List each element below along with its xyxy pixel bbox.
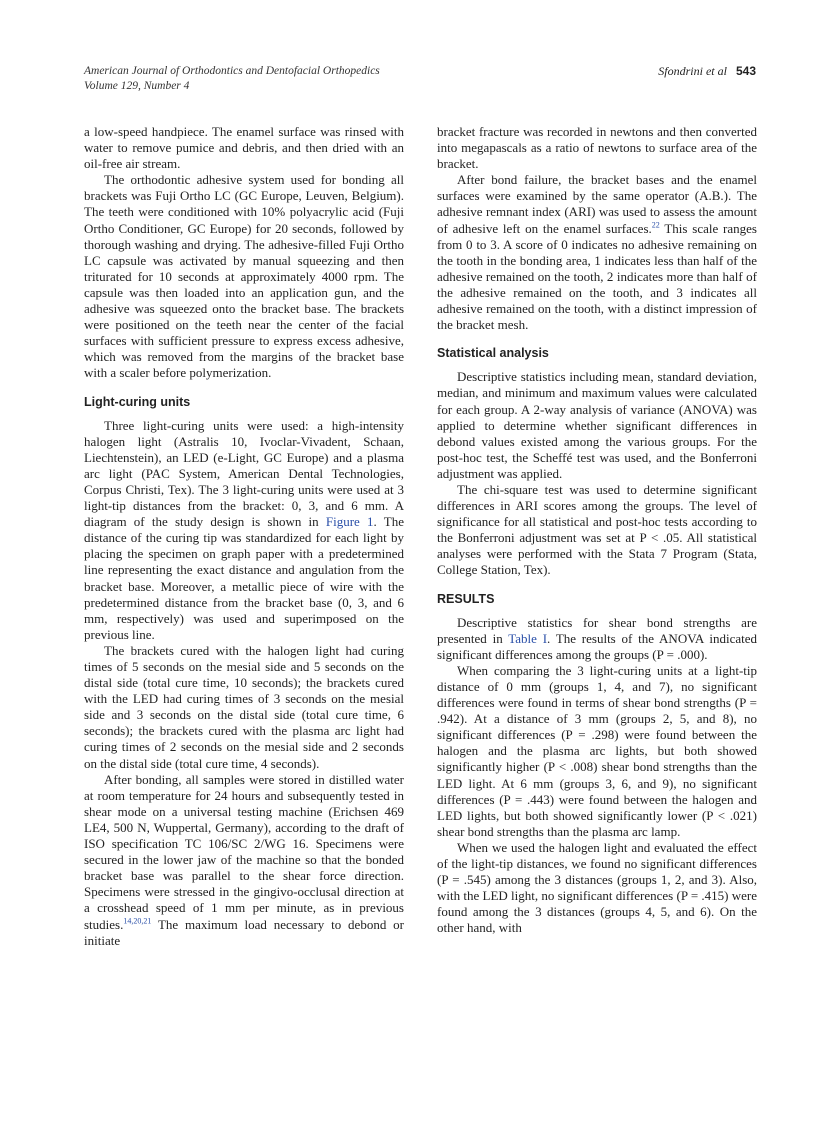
paragraph [84,418,404,643]
paragraph: The orthodontic adhesive system used for bonding all brackets was Fuji Ortho LC (GC Europe, Leuven, Belgium). The teeth were conditioned with 10% polyacrylic acid (Fuji Ortho Conditioner, GC Europe) for 20 seconds, followed by thorough washing and drying. The adhesive-filled Fuji Ortho LC capsule was activated by manual squeezing and then triturated for 10 seconds at approximately 4000 rpm. The capsule was then loaded into an application gun, and the adhesive was squeezed onto the bracket base. The brackets were positioned on the teeth near the center of the facial surfaces with sufficient pressure to express excess adhesive, which was removed from the margins of the bracket base with a scaler before polymerization. [84,172,404,381]
text: . The results of the ANOVA indicated significant differences among the groups (P = .000). [437,630,758,662]
figure-link[interactable]: Figure 1 [325,514,374,530]
section-heading-statistical-analysis: Statistical analysis [437,346,549,361]
journal-volume: Volume 129, Number 4 [84,80,190,92]
journal-name: American Journal of Orthodontics and Dentofacial Orthopedics [84,65,380,77]
reference-link[interactable]: 22 [651,220,660,230]
text: Three light-curing units were used: a high-intensity halogen light (Astralis 10, Ivoclar-Vivadent, Schaan, Liechtenstein), an LED (e-Light, GC Europe) and a plasma arc light (PAC System, American Dental Technologies, Corpus Christi, Tex). The 3 light-curing units were used at 3 light-tip distances from the bracket: 0, 3, and 6 mm. A diagram of the study design is shown in [84,417,404,530]
paragraph [437,615,757,663]
text: Descriptive statistics for shear bond strengths are presented in [437,614,757,646]
right-column [437,124,757,937]
text: After bond failure, the bracket bases and the enamel surfaces were examined by the same operator (A.B.). The adhesive remnant index (ARI) was used to assess the amount of adhesive left on the enamel surfaces. [437,172,757,236]
paragraph: When comparing the 3 light-curing units at a light-tip distance of 0 mm (groups 1, 4, and 7), no significant differences were found in terms of shear bond strengths (P = .942). At a distance of 3 mm (groups 2, 5, and 8), no significant differences (P = .298) were found between the halogen and the plasma arc lights, but both showed significantly higher (P < .008) shear bond strengths than the LED light. At 6 mm (groups 3, 6, and 9), no significant differences (P = .443) were found between the halogen and LED lights, but both showed significantly lower (P < .021) shear bond strengths than the plasma arc lamp. [437,662,757,839]
paragraph [84,772,404,949]
header-right [658,64,756,79]
text: . The distance of the curing tip was standardized for each light by placing the specimen on graph paper with a predetermined line representing the exact distance and angulation from the bracket base. Moreover, a metallic piece of wire with the predetermined distance from the bracket base (0, 3, and 6 mm, respectively) was used and superimposed on the previous line. [84,514,404,642]
reference-link[interactable]: 14,20,21 [123,916,152,926]
paragraph: The chi-square test was used to determine significant differences in ARI scores among the groups. The level of significance for all statistical and post-hoc tests according to the Bonferroni adjustment was set at P < .05. All statistical analyses were performed with the Stata 7 Program (Stata, College Station, Tex). [437,481,757,578]
paragraph: When we used the halogen light and evaluated the effect of the light-tip distances, we found no significant differences (P = .545) among the 3 distances (groups 1, 2, and 3). Also, with the LED light, no significant differences (P = .415) were found among the 3 distances (groups 4, 5, and 6). On the other hand, with [437,839,757,936]
text: After bonding, all samples were stored in distilled water at room temperature for 24 hours and subsequently tested in shear mode on a universal testing machine (Erichsen 469 LE4, 500 N, Wuppertal, Germany), according to the draft of ISO specification TC 106/SC 2/WG 16. Specimens were secured in the lower jaw of the machine so that the bonded bracket base was parallel to the shear force direction. Specimens were stressed in the gingivo-occlusal direction at a crosshead speed of 1 mm per minute, as in previous studies. [84,771,404,932]
running-header [84,64,756,94]
paragraph [437,172,757,333]
paragraph: a low-speed handpiece. The enamel surface was rinsed with water to remove pumice and debris, and then dried with an oil-free air stream. [84,124,404,172]
section-heading-light-curing: Light-curing units [84,394,191,409]
left-column [84,124,404,949]
paragraph: Descriptive statistics including mean, standard deviation, median, and minimum and maximum values were calculated for each group. A 2-way analysis of variance (ANOVA) was applied to determine whether significant differences in debond values existed among the various groups. For the post-hoc test, the Scheffé test was used, and the Bonferroni adjustment was applied. [437,369,757,481]
text: The maximum load necessary to debond or initiate [84,916,404,948]
page-number: 543 [735,64,756,78]
running-authors: Sfondrini et al [658,64,727,78]
paragraph: The brackets cured with the halogen light had curing times of 5 seconds on the mesial side and 5 seconds on the distal side (total cure time, 10 seconds); the brackets cured with the LED had curing times of 3 seconds on the mesial side and 3 seconds on the distal side (total cure time, 6 seconds); the brackets cured with the plasma arc light had curing times of 2 seconds on the mesial side and 2 seconds on the distal side (total cure time, 4 seconds). [84,642,404,771]
section-heading-results: RESULTS [437,591,495,606]
paragraph: bracket fracture was recorded in newtons and then converted into megapascals as a ratio of newtons to surface area of the bracket. [437,124,757,172]
text: This scale ranges from 0 to 3. A score of 0 indicates no adhesive remaining on the tooth in the bonding area, 1 indicates less than half of the adhesive remained on the tooth, 2 indicates more than half of the adhesive remained on the tooth, and 3 indicates all adhesive remained on the tooth, with a distinct impression of the bracket mesh. [437,220,757,333]
table-link[interactable]: Table I [508,630,548,646]
